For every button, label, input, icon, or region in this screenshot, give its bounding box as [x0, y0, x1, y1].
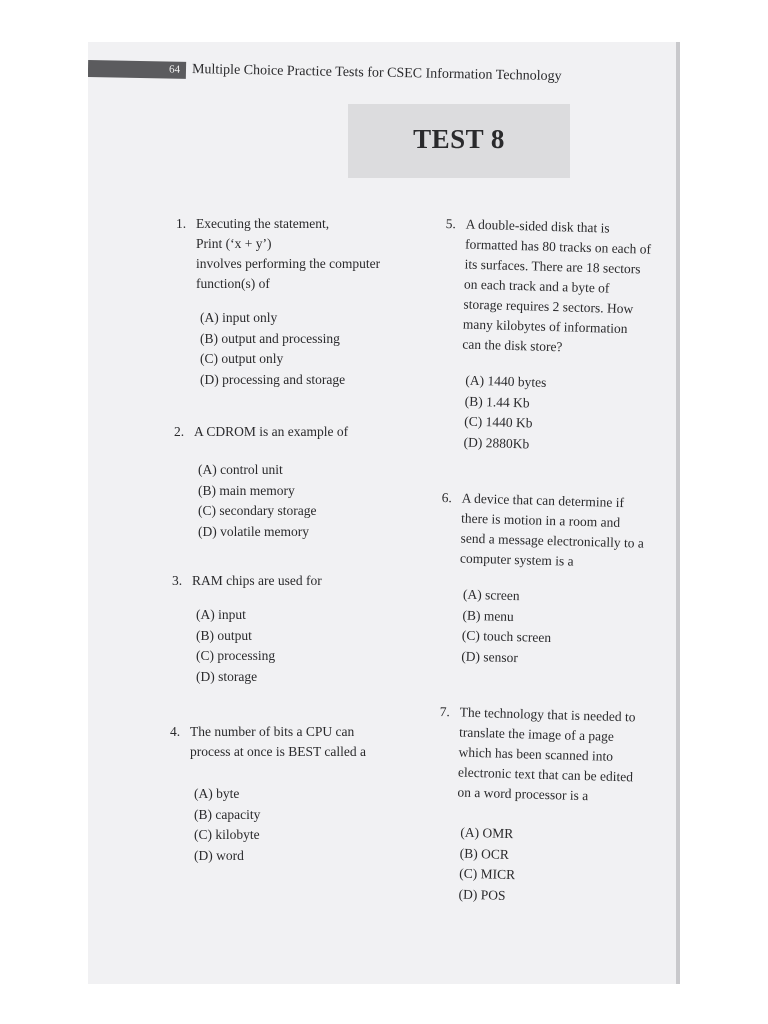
options-list: [463, 371, 663, 458]
option-c: (C) secondary storage: [198, 503, 317, 518]
option-b: (B) 1.44 Kb: [464, 393, 530, 410]
option-d: (D) 2880Kb: [463, 434, 530, 451]
question-number: 4.: [170, 724, 181, 739]
option-d: (D) POS: [458, 886, 506, 903]
question-2: [174, 422, 414, 542]
option-d: (D) storage: [196, 668, 258, 684]
option-b: (B) output: [196, 627, 252, 643]
question-3: [172, 571, 412, 687]
option-b: (B) main memory: [198, 482, 295, 498]
option-c: (C) touch screen: [461, 627, 552, 646]
options-list: [196, 605, 412, 687]
option-a: (A) OMR: [460, 824, 514, 842]
page-number-bar: [88, 60, 186, 79]
question-6: [437, 488, 668, 672]
question-stem: A double-sided disk that is formatted has 80 tracks on each of its surfaces. There are 18 sectors on each track and a byte of storage requires 2 sectors. How many kilobytes of information can the disk store?: [462, 216, 652, 355]
book-page: [88, 42, 680, 984]
option-b: (B) OCR: [459, 845, 510, 862]
question-stem: RAM chips are used for: [192, 573, 322, 588]
option-a: (A) input only: [200, 310, 278, 325]
option-d: (D) word: [194, 847, 244, 863]
test-title-box: [348, 104, 570, 178]
options-list: [461, 585, 665, 673]
option-c: (C) processing: [196, 648, 276, 663]
question-stem: Executing the statement, Print (‘x + y’) involves performing the computer function(s) of: [196, 216, 381, 291]
question-5: [439, 214, 668, 458]
question-number: 3.: [172, 573, 183, 588]
option-c: (C) output only: [200, 351, 284, 366]
question-stem: The number of bits a CPU can process at once is BEST called a: [190, 724, 366, 759]
option-d: (D) processing and storage: [200, 371, 346, 387]
option-b: (B) capacity: [194, 806, 261, 822]
option-a: (A) screen: [462, 586, 520, 604]
question-stem: A device that can determine if there is motion in a room and send a message electronically to a computer system is a: [459, 490, 645, 569]
option-a: (A) input: [196, 607, 246, 622]
question-number: 6.: [441, 489, 453, 506]
question-7: [434, 702, 668, 910]
question-number: 7.: [439, 703, 451, 720]
options-list: [198, 460, 414, 542]
option-b: (B) menu: [462, 607, 515, 624]
option-c: (C) kilobyte: [194, 827, 260, 842]
question-number: 1.: [176, 216, 187, 231]
option-a: (A) 1440 bytes: [465, 372, 547, 390]
question-1: [176, 214, 416, 390]
page-number: 64: [168, 63, 181, 76]
header-title: Multiple Choice Practice Tests for CSEC Information Technology: [191, 61, 562, 85]
option-c: (C) 1440 Kb: [464, 413, 533, 431]
question-number: 2.: [174, 424, 185, 439]
options-list: [194, 784, 420, 866]
option-c: (C) MICR: [459, 865, 516, 883]
options-list: [200, 308, 416, 390]
question-stem: A CDROM is an example of: [194, 424, 349, 439]
running-header: [88, 58, 608, 90]
option-a: (A) control unit: [198, 462, 283, 477]
options-list: [458, 823, 664, 911]
question-number: 5.: [445, 215, 457, 232]
option-a: (A) byte: [194, 786, 240, 801]
question-4: [170, 722, 420, 866]
option-b: (B) output and processing: [200, 330, 340, 346]
option-d: (D) sensor: [461, 648, 519, 665]
option-d: (D) volatile memory: [198, 523, 309, 539]
test-title: TEST 8: [413, 124, 505, 154]
question-stem: The technology that is needed to translate the image of a page which has been scanned into electronic text that can be edited on a word processor is a: [457, 704, 636, 804]
page-spine-shadow: [676, 42, 680, 984]
